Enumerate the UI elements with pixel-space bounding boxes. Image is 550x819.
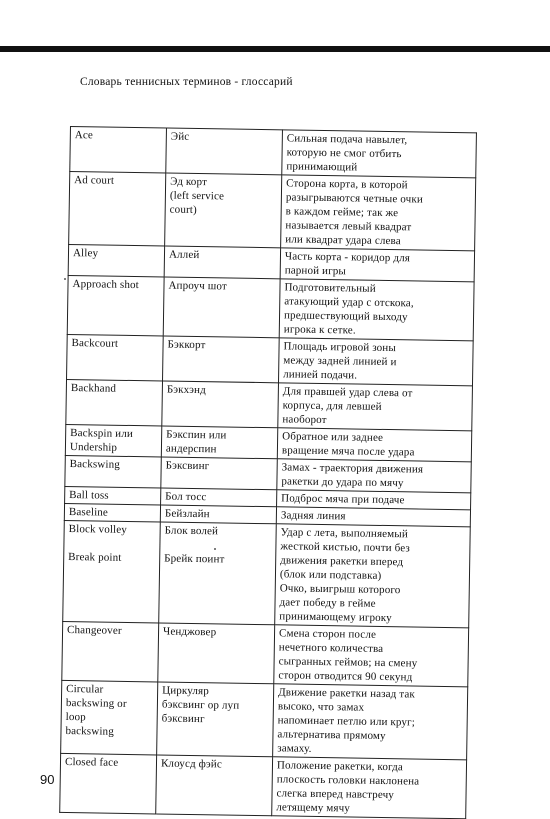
table-row xyxy=(70,127,477,178)
definition-cell: Площадь игровой зоны между задней линией и линией подачи. xyxy=(278,338,473,386)
term-cell: Alley xyxy=(68,244,164,277)
translit-cell: Клоусд фэйс xyxy=(156,755,273,816)
term-cell: Baseline xyxy=(64,503,160,522)
scan-speck xyxy=(64,278,66,280)
translit-cell: Аллей xyxy=(164,246,280,279)
table-row xyxy=(61,680,468,759)
term-cell: Circular backswing or loop backswing xyxy=(61,680,158,754)
table-row xyxy=(67,275,474,340)
scan-black-stripe xyxy=(0,46,550,52)
term-cell: Backspin или Undership xyxy=(65,424,161,457)
definition-cell: Движение ракетки назад так высоко, что замах напоминает петлю или круг; альтернатива прямому замаху. xyxy=(273,684,468,760)
table-row xyxy=(60,753,467,818)
translit-cell: Циркуляр бэксвинг ор луп бэксвинг xyxy=(157,682,274,757)
definition-cell: Сильная подача навылет, которую не смог отбить принимающий xyxy=(282,130,477,178)
page-title: Словарь теннисных терминов - глоссарий xyxy=(80,76,293,88)
translit-cell: Ченджовер xyxy=(158,623,275,684)
translit-cell: Апроуч шот xyxy=(163,277,280,338)
term-cell: Closed face xyxy=(60,753,157,814)
term-cell: Approach shot xyxy=(67,275,164,336)
table-row xyxy=(62,621,469,686)
translit-cell: Бейзлайн xyxy=(160,505,276,524)
definition-cell: Подготовительный атакующий удар с отскока, предшествующий выходу игрока к сетке. xyxy=(279,279,474,341)
definition-cell: Часть корта - коридор для парной игры xyxy=(280,248,474,282)
table-row xyxy=(63,520,471,627)
term-cell: Block volley Break point xyxy=(63,520,161,622)
definition-cell: Удар с лета, выполняемый жесткой кистью, почти без движения ракетки вперед (блок или подставка) Очко, выигрыш которого дает победу в гейме принимающему игроку xyxy=(275,524,471,628)
translit-cell: Бэкспин или андерспин xyxy=(161,426,277,459)
translit-cell: Бол тосс xyxy=(161,488,277,507)
glossary-table xyxy=(59,126,477,819)
definition-cell: Подброс мяча при подаче xyxy=(277,490,471,510)
table-row xyxy=(67,334,474,385)
term-cell: Changeover xyxy=(62,621,159,682)
definition-cell: Смена сторон после нечетного количества сыгранных геймов; на смену сторон отводится 90 секунд xyxy=(274,625,469,687)
definition-cell: Замах - траектория движения ракетки до удара по мячу xyxy=(277,459,471,493)
term-cell: Backcourt xyxy=(67,334,164,381)
translit-cell: Бэккорт xyxy=(163,336,280,383)
translit-cell: Эд корт (left service court) xyxy=(165,173,282,248)
term-cell: Backswing xyxy=(65,455,161,488)
page-number: 90 xyxy=(40,772,55,787)
scan-top-bar xyxy=(0,0,550,50)
term-cell: Ad court xyxy=(69,172,166,246)
table-row xyxy=(66,379,473,430)
definition-cell: Обратное или заднее вращение мяча после удара xyxy=(277,428,471,462)
definition-cell: Положение ракетки, когда плоскость головки наклонена слегка вперед навстречу летящему мячу xyxy=(272,757,467,819)
definition-cell: Для правшей удар слева от корпуса, для левшей наоборот xyxy=(278,383,473,431)
scan-speck xyxy=(214,548,216,550)
translit-cell: Блок волей Брейк поинт xyxy=(159,522,277,625)
translit-cell: Бэксвинг xyxy=(161,457,277,490)
translit-cell: Бэкхэнд xyxy=(162,381,279,428)
definition-cell: Задняя линия xyxy=(276,507,470,527)
translit-cell: Эйс xyxy=(166,128,283,175)
definition-cell: Сторона корта, в которой разыгрываются четные очки в каждом гейме; так же называется левый квадрат или квадрат удара слева xyxy=(281,175,476,251)
term-cell: Ace xyxy=(70,127,167,174)
glossary-body xyxy=(60,127,477,819)
term-cell: Backhand xyxy=(66,379,163,426)
term-cell: Ball toss xyxy=(65,486,161,505)
table-row xyxy=(69,172,476,251)
